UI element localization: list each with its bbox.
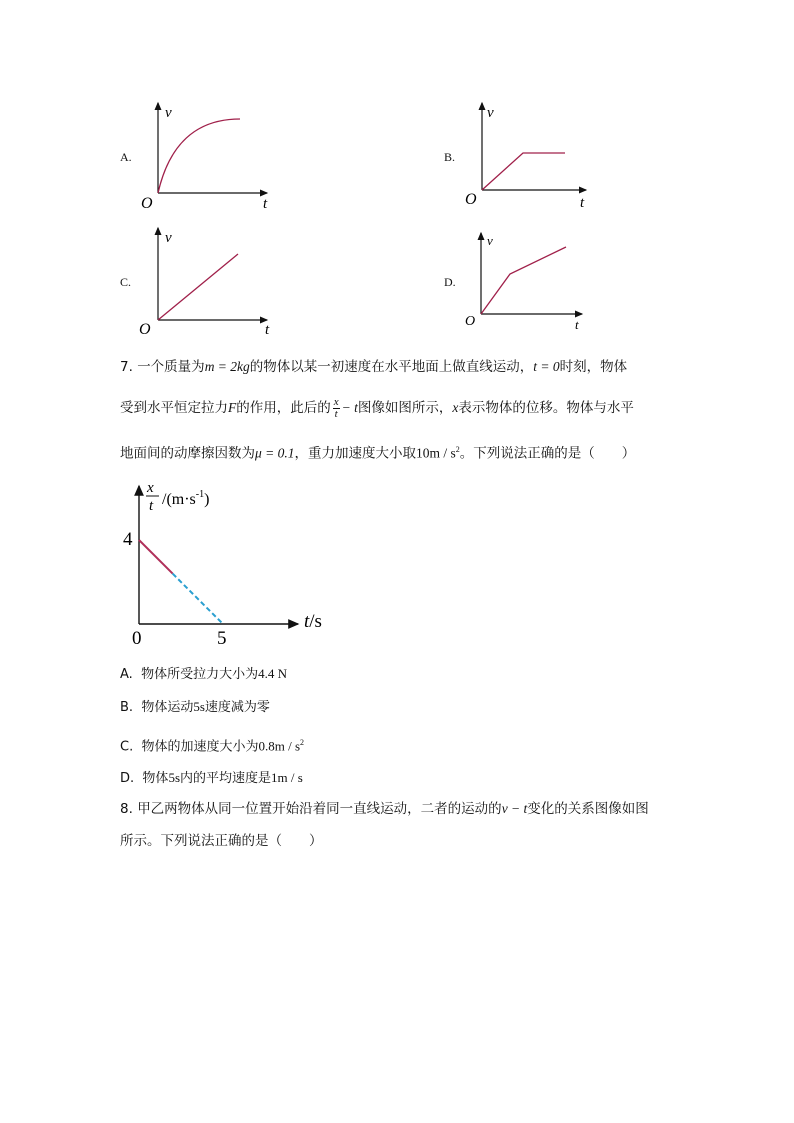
q7-line-3	[120, 440, 635, 464]
force-symbol: F	[228, 400, 237, 415]
x-over-t-chart	[118, 478, 338, 650]
graph-d-letter: D.	[444, 275, 456, 289]
q7-text: 地面间的动摩擦因数为	[120, 445, 255, 462]
origin-label: O	[139, 321, 151, 338]
option-d[interactable]	[120, 768, 303, 789]
question-number: 7.	[120, 359, 133, 375]
option-value: 1m / s	[271, 770, 303, 785]
series-dashed-line	[173, 574, 223, 624]
graph-d	[460, 225, 610, 340]
q7-text: 。下列说法正确的是（ ）	[459, 445, 636, 462]
q7-line-2	[120, 393, 634, 423]
q7-text: 一个质量为	[137, 359, 205, 375]
option-b[interactable]	[120, 697, 270, 718]
origin-label: 0	[132, 628, 142, 649]
ylabel-denominator: t	[149, 498, 154, 514]
q8-text: 所示。下列说法正确的是（ ）	[120, 833, 323, 849]
origin-label: O	[141, 195, 153, 212]
q7-text: ，重力加速度大小取	[294, 445, 417, 462]
graph-a-letter: A.	[120, 150, 132, 164]
q8-line-1	[120, 799, 649, 819]
option-label: D.	[120, 771, 135, 786]
option-text: 物体所受拉力大小为	[141, 667, 259, 682]
velocity-line	[158, 254, 238, 320]
option-label: C.	[120, 739, 134, 755]
graph-b	[460, 95, 610, 215]
x-tick-5: 5	[217, 628, 227, 649]
option-text: 物体运动	[141, 700, 194, 715]
mu-value: μ = 0.1	[255, 445, 295, 461]
q7-text: 的作用，此后的	[236, 400, 331, 416]
q7-text: 受到水平恒定拉力	[120, 400, 228, 416]
time-zero: t = 0	[533, 359, 560, 374]
axis-label-t: t	[263, 196, 268, 212]
graph-c	[135, 220, 285, 340]
axis-label-v: v	[487, 105, 494, 121]
v-t-symbol: v − t	[501, 801, 528, 816]
q8-text: 甲乙两物体从同一位置开始沿着同一直线运动，二者的运动的	[137, 801, 502, 817]
axis-label-t: t	[580, 195, 585, 211]
graph-a	[135, 95, 285, 215]
axis-label-t: t	[575, 317, 579, 332]
fraction-denominator: t	[334, 407, 338, 420]
option-text: 速度减为零	[204, 700, 270, 715]
q7-text: 时刻，物体	[559, 359, 628, 375]
minus-t: − t	[341, 400, 358, 415]
ylabel-unit: $/(m\cdot s^{-1})$	[162, 489, 210, 508]
q7-text: 图像如图所示，	[357, 400, 453, 416]
option-label: B.	[120, 700, 134, 715]
x-symbol: x	[452, 400, 459, 415]
q7-line-1	[120, 357, 627, 377]
option-value: 0.8m / s	[258, 738, 301, 754]
velocity-line	[482, 153, 565, 190]
graph-b-letter: B.	[444, 150, 456, 164]
origin-label: O	[465, 191, 477, 208]
option-text: 物体的加速度大小为	[141, 739, 259, 755]
question-number: 8.	[120, 801, 133, 817]
xlabel: t/s	[304, 611, 322, 632]
velocity-line	[481, 247, 566, 314]
series-solid-line	[139, 540, 173, 574]
option-a[interactable]	[120, 664, 287, 685]
option-exponent: 2	[300, 738, 305, 747]
g-value: 10m / s	[416, 445, 456, 461]
axis-label-v: v	[165, 105, 172, 121]
ylabel-numerator: x	[147, 480, 154, 496]
fraction-numerator: x	[333, 395, 339, 408]
q7-text: 表示物体的位移。物体与水平	[458, 400, 634, 416]
x-over-t-fraction	[333, 397, 340, 420]
option-text: 内的平均速度是	[180, 771, 272, 786]
q8-text: 变化的关系图像如图	[527, 801, 649, 817]
q7-text: 的物体以某一初速度在水平地面上做直线运动，	[249, 359, 534, 375]
g-exponent: 2	[455, 445, 460, 454]
origin-label: O	[465, 314, 476, 329]
option-c[interactable]	[120, 733, 304, 757]
option-value: 4.4 N	[258, 666, 287, 681]
option-text: 物体	[142, 771, 169, 786]
y-tick-4: 4	[123, 529, 133, 550]
mass-value: m = 2kg	[204, 359, 250, 374]
option-value: 5s	[168, 770, 180, 785]
axis-label-v: v	[487, 233, 493, 248]
q8-line-2	[120, 831, 323, 851]
axis-label-v: v	[165, 230, 172, 246]
option-label: A.	[120, 667, 133, 682]
velocity-curve	[158, 119, 240, 193]
axis-label-t: t	[265, 322, 270, 338]
option-value: 5s	[193, 699, 205, 714]
graph-c-letter: C.	[120, 275, 132, 289]
